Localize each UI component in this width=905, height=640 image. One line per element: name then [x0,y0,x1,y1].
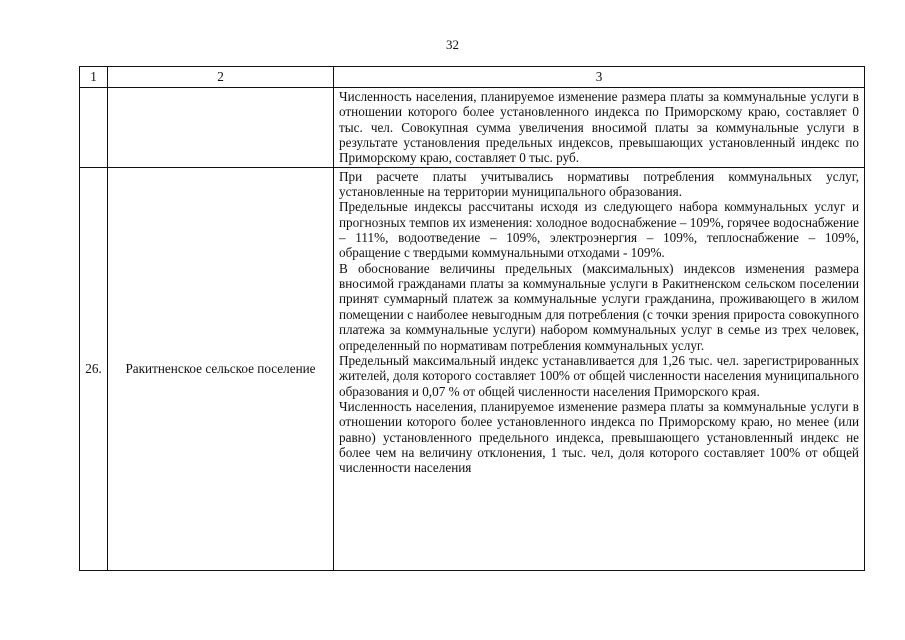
table-row [80,88,865,168]
description-cell [334,167,865,570]
municipality-name: Ракитненское сельское поселение [125,361,316,377]
description-paragraph: В обоснование величины предельных (максимальных) индексов изменения размера вносимой гражданами платы за коммунальные услуги в Ракитненском сельском поселении принят суммарный платеж за коммунальные услуги гражданина, проживающего в жилом помещении с наиболее невыгодным для потребления (с точки зрения прироста совокупного платежа за коммунальные услуги) набором коммунальных услуг в семье из трех человек, определенный по нормативам потребления коммунальных услуг. [339,260,859,353]
table-row [80,167,865,570]
page-number: 32 [446,37,459,52]
row-number-cell [80,88,108,168]
description-clip [339,169,859,569]
column-header-3: 3 [334,67,865,88]
description-paragraph: Численность населения, планируемое изменение размера платы за коммунальные услуги в отношении которого более установленного индекса по Приморскому краю, но менее (или равно) установленного предельного индекса, превышающего установленный индекс не более чем на величину отклонения, 1 тыс. чел, доля которого составляет 100% от общей численности населения [339,398,859,476]
row-number-cell: 26. [80,167,108,570]
description-paragraph: Предельный максимальный индекс устанавливается для 1,26 тыс. чел. зарегистрированных жителей, доля которого составляет 100% от общей численности населения муниципального образования и 0,07 % от общей численности населения Приморского края. [339,352,859,399]
municipality-name-cell [108,167,334,570]
description-paragraph: Предельные индексы рассчитаны исходя из следующего набора коммунальных услуг и прогнозных темпов их изменения: холодное водоснабжение – 109%, горячее водоснабжение – 111%, водоотведение – 109%, электроэнергия – 109%, теплоснабжение – 109%, обращение с твердыми коммунальными отходами - 109%. [339,199,859,261]
municipality-name-cell [108,88,334,168]
description-cell [334,88,865,168]
column-header-2: 2 [108,67,334,88]
document-table [79,66,865,571]
column-header-1: 1 [80,67,108,88]
description-paragraph: Численность населения, планируемое изменение размера платы за коммунальные услуги в отношении которого более установленного индекса по Приморскому краю, составляет 0 тыс. чел. Совокупная сумма увеличения вносимой платы за коммунальные услуги в результате установления предельных индексов, превышающих установленный индекс по Приморскому краю, составляет 0 тыс. руб. [339,89,859,166]
table-header-row [80,67,865,88]
description-paragraph: При расчете платы учитывались нормативы потребления коммунальных услуг, установленные на территории муниципального образования. [339,168,859,200]
